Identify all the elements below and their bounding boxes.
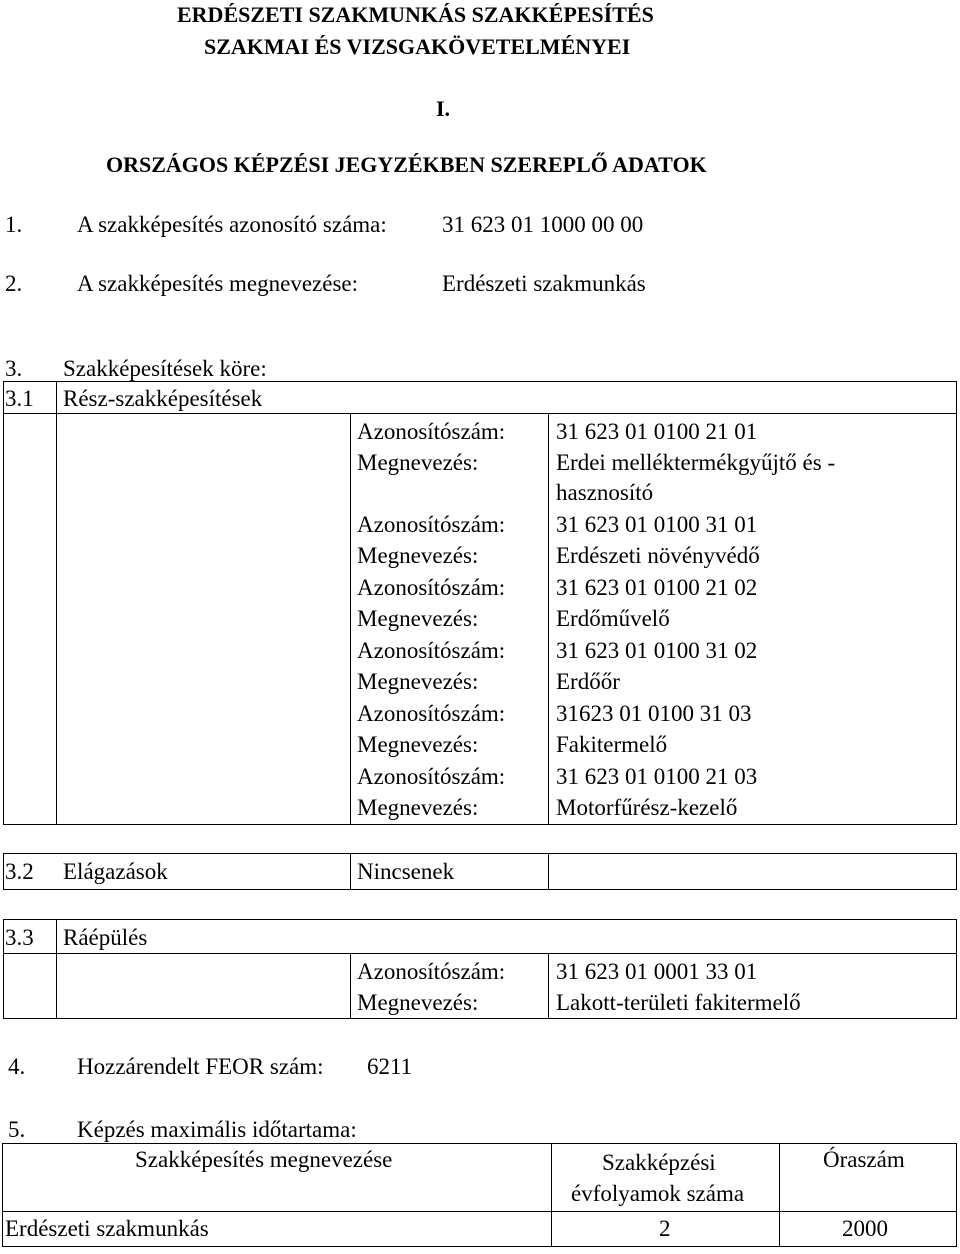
item4-label: Hozzárendelt FEOR szám: <box>77 1054 324 1079</box>
entry3-id: 31 623 01 0100 21 02 <box>556 575 758 600</box>
entry1-name-line2: hasznosító <box>556 480 654 505</box>
entry2-name-label: Megnevezés: <box>357 543 479 568</box>
duration-header-years-line2: évfolyamok száma <box>571 1181 745 1206</box>
duration-row-name: Erdészeti szakmunkás <box>5 1216 209 1241</box>
section32-value: Nincsenek <box>357 859 455 884</box>
item4-value: 6211 <box>367 1054 413 1079</box>
entry4-name: Erdőőr <box>556 669 620 694</box>
item4-number: 4. <box>8 1054 26 1079</box>
section31-title: Rész-szakképesítések <box>63 386 263 411</box>
section33-id-label: Azonosítószám: <box>357 959 506 984</box>
entry2-name: Erdészeti növényvédő <box>556 543 760 568</box>
entry4-name-label: Megnevezés: <box>357 669 479 694</box>
item2-value: Erdészeti szakmunkás <box>442 271 646 296</box>
section33-id: 31 623 01 0001 33 01 <box>556 959 758 984</box>
entry1-name-line1: Erdei melléktermékgyűjtő és - <box>556 450 836 475</box>
duration-row-hours: 2000 <box>842 1216 888 1241</box>
item2-number: 2. <box>5 271 23 296</box>
entry5-name: Fakitermelő <box>556 732 668 757</box>
entry6-id: 31 623 01 0100 21 03 <box>556 764 758 789</box>
item1-value: 31 623 01 1000 00 00 <box>442 212 644 237</box>
item5-number: 5. <box>8 1117 26 1142</box>
doc-title-line1: ERDÉSZETI SZAKMUNKÁS SZAKKÉPESÍTÉS <box>177 2 654 27</box>
item5-label: Képzés maximális időtartama: <box>77 1117 357 1142</box>
section33-name: Lakott-területi fakitermelő <box>556 990 801 1015</box>
entry1-id: 31 623 01 0100 21 01 <box>556 419 758 444</box>
item3-label: Szakképesítések köre: <box>63 356 267 381</box>
duration-header-name: Szakképesítés megnevezése <box>135 1147 393 1172</box>
entry1-name-label: Megnevezés: <box>357 450 479 475</box>
entry2-id-label: Azonosítószám: <box>357 512 506 537</box>
entry6-name: Motorfűrész-kezelő <box>556 795 738 820</box>
entry2-id: 31 623 01 0100 31 01 <box>556 512 758 537</box>
entry5-name-label: Megnevezés: <box>357 732 479 757</box>
section32-title: Elágazások <box>63 859 168 884</box>
entry5-id: 31623 01 0100 31 03 <box>556 701 752 726</box>
entry4-id-label: Azonosítószám: <box>357 638 506 663</box>
item2-label: A szakképesítés megnevezése: <box>77 271 358 296</box>
section33-name-label: Megnevezés: <box>357 990 479 1015</box>
duration-header-years-line1: Szakképzési <box>602 1150 716 1175</box>
item3-number: 3. <box>5 356 23 381</box>
entry6-name-label: Megnevezés: <box>357 795 479 820</box>
entry1-id-label: Azonosítószám: <box>357 419 506 444</box>
section33-number: 3.3 <box>5 925 34 950</box>
section33-title: Ráépülés <box>63 925 148 950</box>
entry4-id: 31 623 01 0100 31 02 <box>556 638 758 663</box>
duration-row-years: 2 <box>659 1216 671 1241</box>
entry5-id-label: Azonosítószám: <box>357 701 506 726</box>
section-title: ORSZÁGOS KÉPZÉSI JEGYZÉKBEN SZEREPLŐ ADATOK <box>106 152 707 177</box>
entry3-name-label: Megnevezés: <box>357 606 479 631</box>
section-number: I. <box>436 96 451 121</box>
entry6-id-label: Azonosítószám: <box>357 764 506 789</box>
doc-title-line2: SZAKMAI ÉS VIZSGAKÖVETELMÉNYEI <box>204 34 631 59</box>
entry3-name: Erdőművelő <box>556 606 670 631</box>
item1-label: A szakképesítés azonosító száma: <box>77 212 387 237</box>
section31-number: 3.1 <box>5 386 34 411</box>
item1-number: 1. <box>5 212 23 237</box>
duration-header-hours: Óraszám <box>823 1147 905 1172</box>
section32-number: 3.2 <box>5 859 34 884</box>
entry3-id-label: Azonosítószám: <box>357 575 506 600</box>
